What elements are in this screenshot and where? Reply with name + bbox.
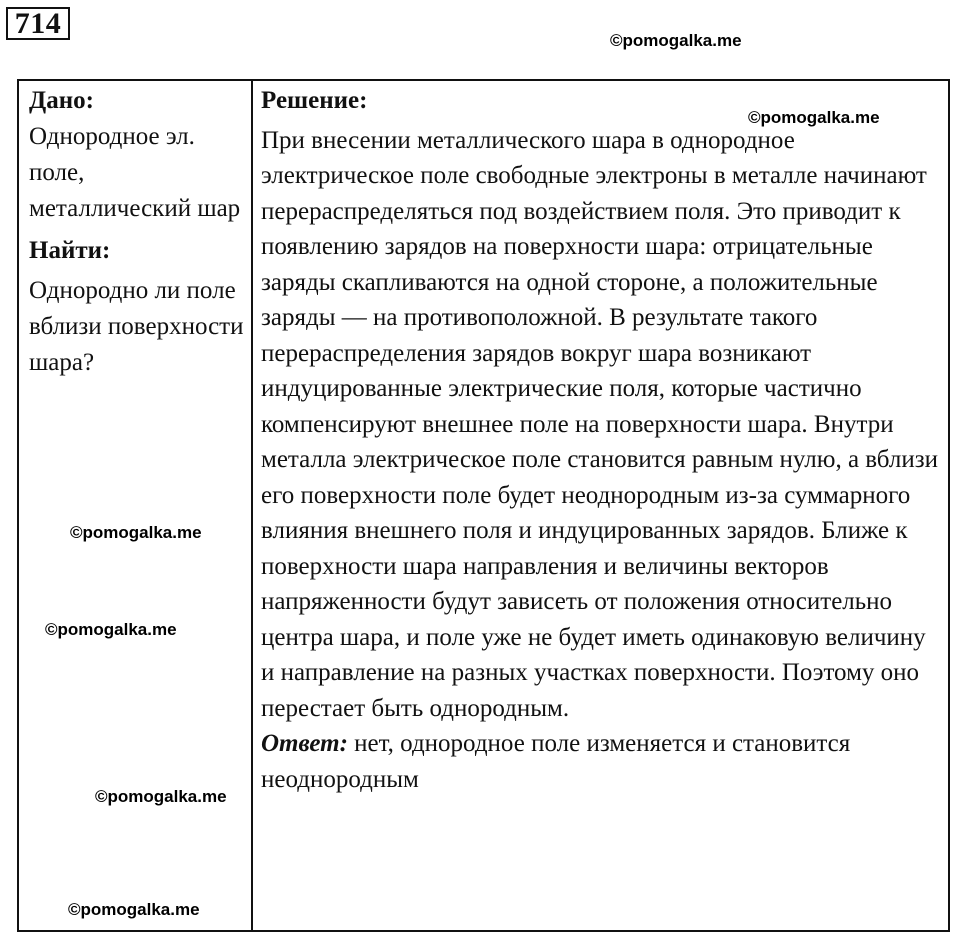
solution-column: [261, 83, 945, 797]
answer-text: нет, однородное поле изменяется и становится неоднородным: [261, 730, 851, 793]
given-text: Однородное эл. поле, металлический шар: [29, 123, 241, 222]
find-text: Однородно ли поле вблизи поверхности шара?: [29, 277, 244, 376]
watermark: ©pomogalka.me: [45, 620, 177, 639]
given-column: [29, 83, 245, 381]
solution-heading: Решение:: [261, 87, 368, 114]
watermark: ©pomogalka.me: [748, 108, 880, 127]
answer-label: Ответ:: [261, 730, 348, 757]
problem-number: 714: [6, 7, 70, 40]
column-divider: [251, 81, 253, 930]
watermark: ©pomogalka.me: [95, 787, 227, 806]
watermark: ©pomogalka.me: [70, 523, 202, 542]
watermark: ©pomogalka.me: [610, 31, 742, 50]
answer: [261, 726, 945, 797]
find-heading: Найти:: [29, 237, 111, 264]
watermark: ©pomogalka.me: [68, 900, 200, 919]
solution-text: При внесении металлического шара в однородное электрическое поле свободные электроны в металле начинают перераспределяться под воздействием поля. Это приводит к появлению зарядов на поверхности шара: отрицательные заряды скапливаются на одной стороне, а положительные заряды — на противоположной. В результате такого перераспределения зарядов вокруг шара возникают индуцированные электрические поля, которые частично компенсируют внешнее поле на поверхности шара. Внутри металла электрическое поле становится равным нулю, а вблизи его поверхности поле будет неоднородным из-за суммарного влияния внешнего поля и индуцированных зарядов. Ближе к поверхности шара направления и величины векторов напряженности будут зависеть от положения относительно центра шара, и поле уже не будет иметь одинаковую величину и направление на разных участках поверхности. Поэтому оно перестает быть однородным.: [261, 126, 938, 722]
given-heading: Дано:: [29, 87, 94, 114]
